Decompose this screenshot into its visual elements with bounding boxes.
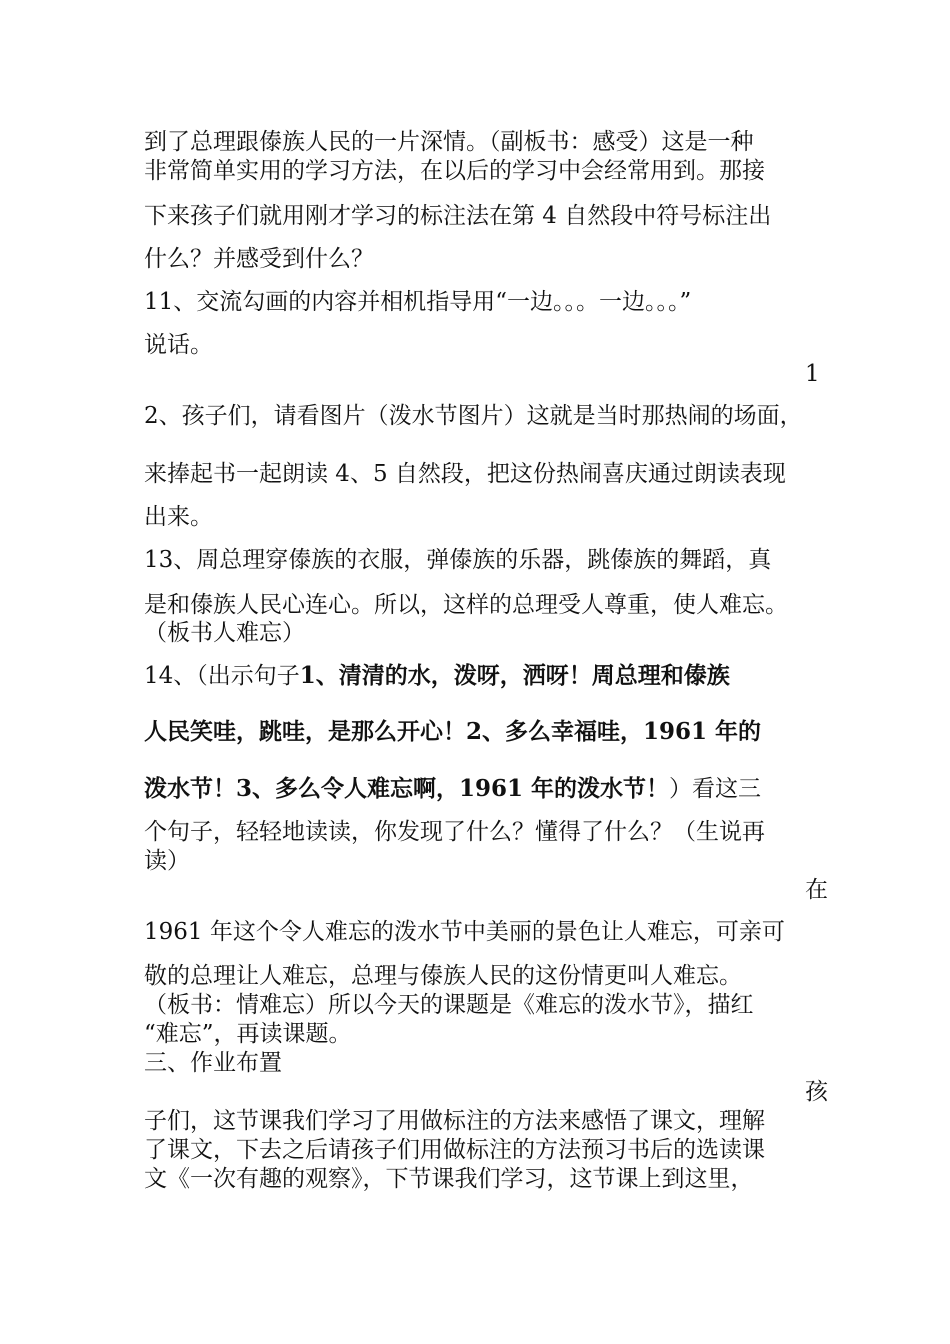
text-normal: ）看这三 (669, 776, 762, 802)
text-line: 11、交流勾画的内容并相机指导用“一边。。。一边。。。” (144, 289, 692, 315)
text-line: 子们，这节课我们学习了用做标注的方法来感悟了课文，理解 (144, 1108, 765, 1134)
text-line: 下来孩子们就用刚才学习的标注法在第 4 自然段中符号标注出 (144, 203, 772, 229)
text-bold: 泼水节！3、多么令人难忘啊，1961 年的泼水节！ (144, 775, 670, 802)
text-line: （板书：情难忘）所以今天的课题是《难忘的泼水节》，描红 (144, 992, 754, 1018)
text-line (144, 662, 730, 690)
text-line: 孩 (805, 1079, 828, 1105)
text-line: 文《一次有趣的观察》，下节课我们学习，这节课上到这里， (144, 1166, 754, 1192)
text-line: 了课文，下去之后请孩子们用做标注的方法预习书后的选读课 (144, 1137, 765, 1163)
text-line: 敬的总理让人难忘，总理与傣族人民的这份情更叫人难忘。 (144, 963, 742, 989)
text-normal: 14、（出示句子 (144, 663, 300, 689)
text-line: 人民笑哇，跳哇，是那么开心！2、多么幸福哇，1961 年的 (144, 718, 762, 745)
text-line: 读） (144, 848, 190, 874)
text-line: 什么？并感受到什么？ (144, 246, 374, 272)
text-line: 到了总理跟傣族人民的一片深情。（副板书：感受）这是一种 (144, 129, 754, 155)
text-line: 说话。 (144, 332, 213, 358)
text-bold: 1、清清的水，泼呀，洒呀！周总理和傣族 (299, 662, 730, 689)
text-line (144, 775, 761, 803)
text-line: 非常简单实用的学习方法，在以后的学习中会经常用到。那接 (144, 158, 765, 184)
text-line: 在 (805, 877, 828, 903)
text-line: （板书人难忘） (144, 620, 305, 646)
text-line: “难忘”，再读课题。 (144, 1021, 352, 1047)
text-line: 个句子，轻轻地读读，你发现了什么？懂得了什么？（生说再 (144, 819, 765, 845)
text-line: 来捧起书一起朗读 4、5 自然段，把这份热闹喜庆通过朗读表现 (144, 461, 786, 487)
text-line: 是和傣族人民心连心。所以，这样的总理受人尊重，使人难忘。 (144, 592, 788, 618)
text-line: 13、周总理穿傣族的衣服，弹傣族的乐器，跳傣族的舞蹈，真 (144, 547, 772, 573)
text-line: 1961 年这个令人难忘的泼水节中美丽的景色让人难忘，可亲可 (144, 919, 785, 945)
section-heading: 三、作业布置 (144, 1050, 282, 1076)
text-line: 出来。 (144, 504, 213, 530)
text-line: 2、孩子们，请看图片（泼水节图片）这就是当时那热闹的场面， (144, 403, 803, 429)
text-line: 1 (805, 361, 820, 387)
